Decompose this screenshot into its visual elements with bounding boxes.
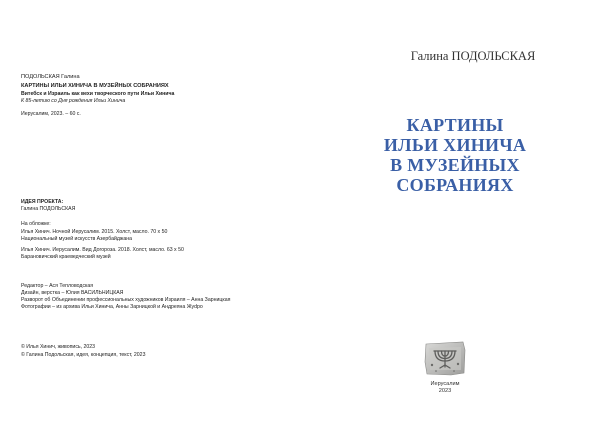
title-line-3: В МУЗЕЙНЫХ (390, 155, 520, 175)
credit-design: Дизайн, верстка – Юлия ВАСИЛЬНИЦКАЯ (21, 290, 124, 296)
menorah-relief-emblem (423, 340, 467, 377)
idea-heading: ИДЕЯ ПРОЕКТА: (21, 199, 64, 205)
title-page-author: Галина ПОДОЛЬСКАЯ (410, 49, 536, 63)
imprint-author: ПОДОЛЬСКАЯ Галина (21, 74, 80, 80)
credit-spread: Разворот об Объединении профессиональных художников Израиля – Анна Зарницкая (21, 297, 231, 303)
cover-heading: На обложке: (21, 221, 51, 227)
title-page (300, 0, 600, 424)
copyright-painting: © Илья Хинич, живопись, 2023 (21, 344, 96, 350)
imprint-subtitle: Витебск и Израиль как вехи творческого пути Ильи Хинича (21, 91, 175, 97)
title-line-1: КАРТИНЫ (406, 115, 504, 135)
imprint-dedication: К 85-летию со Дня рождения Ильи Хинича (21, 98, 126, 104)
idea-author: Галина ПОДОЛЬСКАЯ (21, 206, 76, 212)
cover-caption-1-line-2: Национальный музей искусств Азербайджана (21, 236, 132, 242)
cover-caption-2-line-2: Барановичский краеведческий музей (21, 254, 111, 260)
title-line-2: ИЛЬИ ХИНИЧА (383, 135, 527, 155)
title-line-4: СОБРАНИЯХ (396, 175, 514, 195)
publication-city: Иерусалим (430, 381, 460, 387)
cover-caption-2-line-1: Илья Хинич. Иерусалим. Вид Догороза. 2018. Холст, масло. 63 х 50 (21, 247, 184, 253)
cover-caption-1-line-1: Илья Хинич. Ночной Иерусалим. 2015. Холст, масло. 70 х 50 (21, 229, 168, 235)
credit-photos: Фотографии – из архива Ильи Хинича, Анны Зарницкой и Андреяна Жуdро (21, 304, 203, 310)
imprint-book-title: КАРТИНЫ ИЛЬИ ХИНИЧА В МУЗЕЙНЫХ СОБРАНИЯХ (21, 83, 169, 89)
credit-editor: Редактор – Ася Тепловодская (21, 283, 94, 289)
book-title (340, 115, 570, 195)
imprint-publication: Иерусалим, 2023. – 60 с. (21, 111, 81, 117)
copyright-text: © Галина Подольская, идея, концепция, текст, 2023 (21, 352, 146, 358)
publication-year: 2023 (438, 388, 452, 394)
